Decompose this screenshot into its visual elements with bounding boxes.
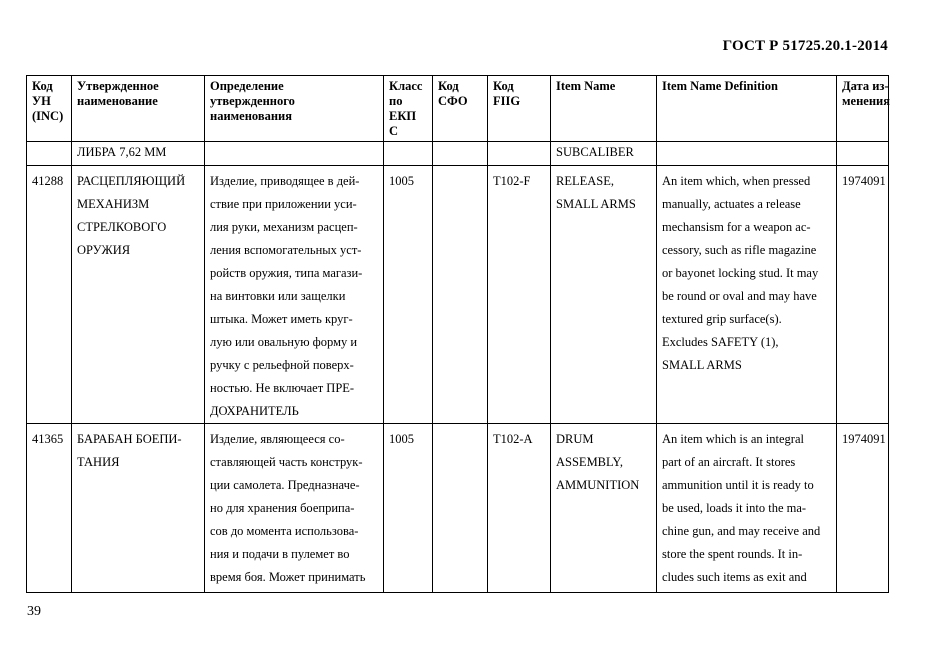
cell-item-name: DRUM ASSEMBLY, AMMUNITION xyxy=(551,424,657,593)
header-change-date: Дата из- менения xyxy=(837,76,889,142)
cell-sfo-code xyxy=(433,166,488,424)
page-number: 39 xyxy=(27,604,41,619)
cell-item-name-definition: An item which, when pressed manually, actuates a release mechansism for a weapon ac- cessory, such as rifle magazine or bayonet locking stud. It may be round or oval and may have textured grip surface(s). Excludes SAFETY (1), SMALL ARMS xyxy=(657,166,837,424)
cell-ekps-class xyxy=(384,142,433,166)
cell-approved-name: РАСЦЕПЛЯЮЩИЙ МЕХАНИЗМ СТРЕЛКОВОГО ОРУЖИЯ xyxy=(72,166,205,424)
nomenclature-table xyxy=(26,75,889,593)
cell-definition xyxy=(205,142,384,166)
cell-approved-name: БАРАБАН БОЕПИ- ТАНИЯ xyxy=(72,424,205,593)
cell-item-name: RELEASE, SMALL ARMS xyxy=(551,166,657,424)
cell-sfo-code xyxy=(433,142,488,166)
cell-fiig-code: T102-F xyxy=(488,166,551,424)
header-approved-name: Утвержденное наименование xyxy=(72,76,205,142)
table-row-continuation xyxy=(27,142,889,166)
cell-fiig-code xyxy=(488,142,551,166)
cell-definition: Изделие, приводящее в дей- ствие при приложении уси- лия руки, механизм расцеп- ления вспомогательных уст- ройств оружия, типа магази- на винтовки или защелки штыка. Может иметь круг- лую или овальную форму и ручку с рельефной поверх- ностью. Не включает ПРЕ- ДОХРАНИТЕЛЬ xyxy=(205,166,384,424)
cell-change-date xyxy=(837,142,889,166)
table-row xyxy=(27,424,889,593)
table-header-row xyxy=(27,76,889,142)
cell-approved-name: ЛИБРА 7,62 ММ xyxy=(72,142,205,166)
header-sfo-code: Код СФО xyxy=(433,76,488,142)
header-definition: Определение утвержденного наименования xyxy=(205,76,384,142)
cell-change-date: 1974091 xyxy=(837,424,889,593)
header-item-name-definition: Item Name Definition xyxy=(657,76,837,142)
header-ekps-class: Класс по ЕКП С xyxy=(384,76,433,142)
table-row xyxy=(27,166,889,424)
cell-ekps-class: 1005 xyxy=(384,424,433,593)
cell-ekps-class: 1005 xyxy=(384,166,433,424)
cell-item-name-definition xyxy=(657,142,837,166)
cell-item-name-definition: An item which is an integral part of an aircraft. It stores ammunition until it is ready to be used, loads it into the ma- chine gun, and may receive and store the spent rounds. It in- cludes such items as exit and xyxy=(657,424,837,593)
cell-item-name: SUBCALIBER xyxy=(551,142,657,166)
cell-inc: 41288 xyxy=(27,166,72,424)
header-fiig-code: Код FIIG xyxy=(488,76,551,142)
cell-inc: 41365 xyxy=(27,424,72,593)
cell-definition: Изделие, являющееся со- ставляющей часть конструк- ции самолета. Предназначе- но для хранения боеприпа- сов до момента использова- ния и подачи в пулемет во время боя. Может принимать xyxy=(205,424,384,593)
cell-fiig-code: T102-A xyxy=(488,424,551,593)
cell-inc xyxy=(27,142,72,166)
header-inc: Код УН (INC) xyxy=(27,76,72,142)
cell-change-date: 1974091 xyxy=(837,166,889,424)
cell-sfo-code xyxy=(433,424,488,593)
standard-code: ГОСТ Р 51725.20.1-2014 xyxy=(722,38,888,54)
header-item-name: Item Name xyxy=(551,76,657,142)
